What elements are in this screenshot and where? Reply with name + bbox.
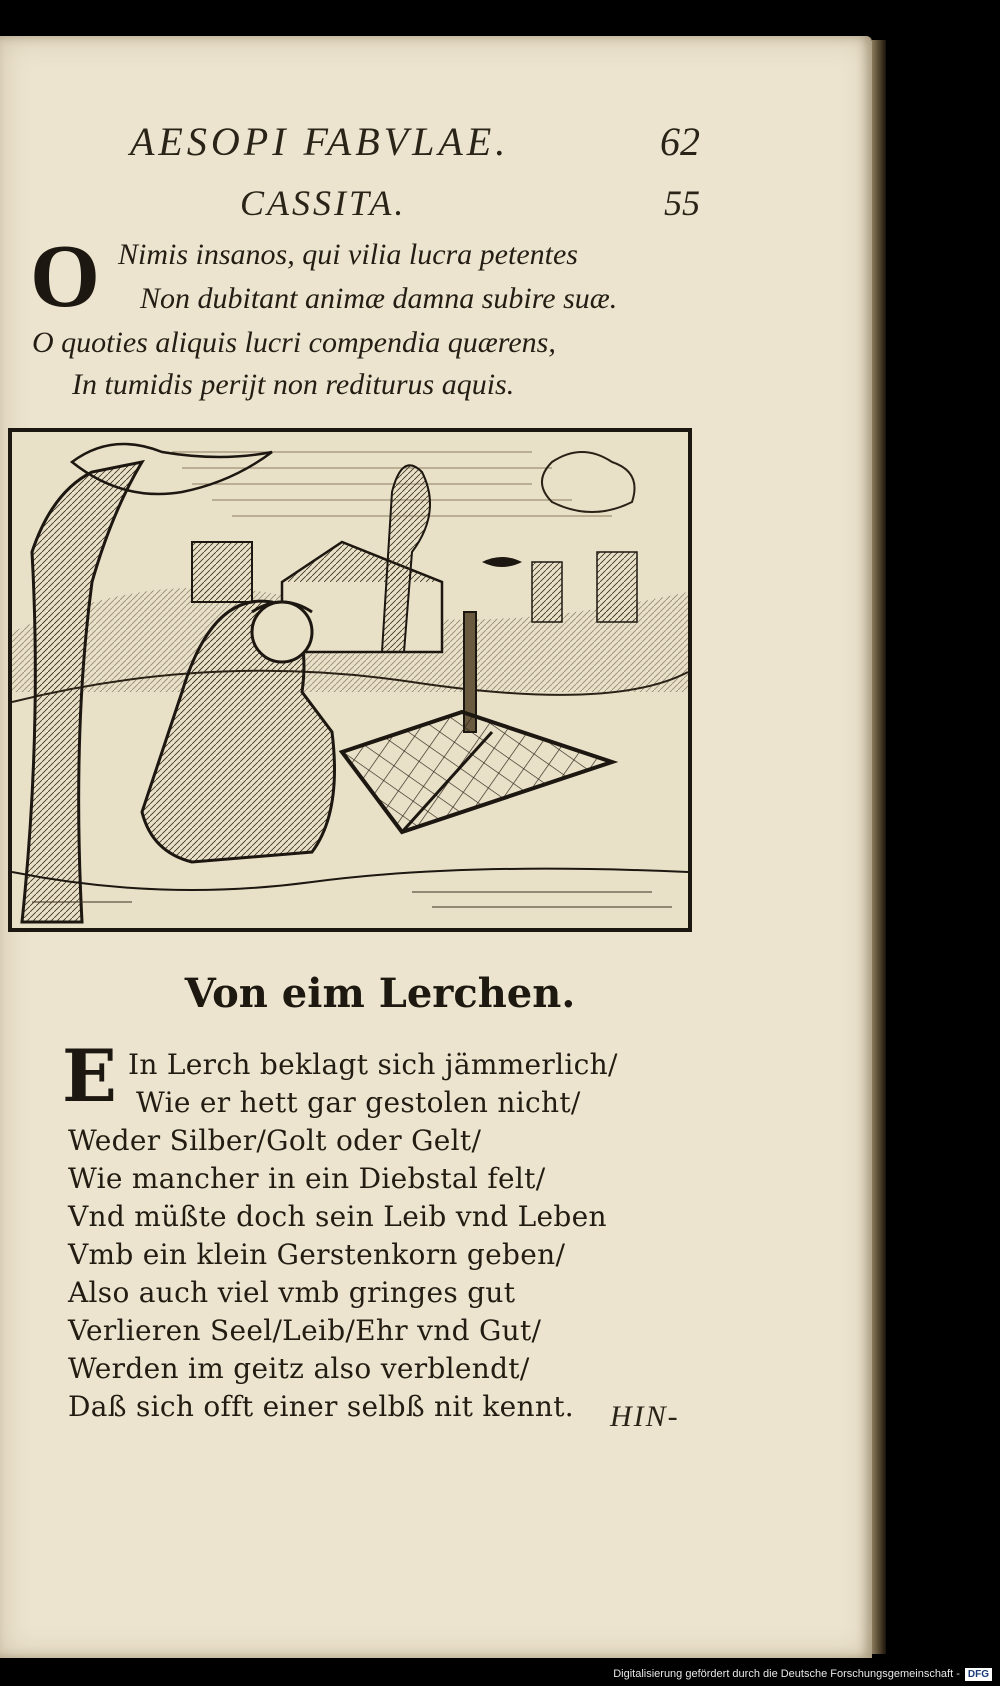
- dfg-logo-icon: DFG: [965, 1668, 992, 1681]
- woodcut-icon: [12, 432, 688, 928]
- fable-number: 55: [664, 183, 700, 223]
- latin-drop-cap: O: [30, 227, 101, 326]
- german-title: Von eim Lerchen.: [184, 970, 576, 1017]
- woodcut-illustration: [8, 428, 692, 932]
- german-line: Werden im geitz also verblendt/: [68, 1352, 530, 1385]
- latin-line: Non dubitant animæ damna subire suæ.: [140, 282, 618, 315]
- german-line: Weder Silber/Golt oder Gelt/: [68, 1124, 482, 1157]
- latin-line: Nimis insanos, qui vilia lucra petentes: [118, 238, 578, 271]
- german-line: Daß sich offt einer selbß nit kennt.: [68, 1390, 574, 1423]
- german-line: Wie mancher in ein Diebstal felt/: [68, 1162, 546, 1195]
- fable-heading: [240, 182, 700, 232]
- latin-line: In tumidis perijt non rediturus aquis.: [72, 368, 515, 401]
- page-number: 62: [660, 119, 700, 164]
- catchword: HIN-: [610, 1400, 680, 1433]
- german-drop-cap: E: [62, 1033, 117, 1118]
- german-line: Wie er hett gar gestolen nicht/: [136, 1086, 581, 1119]
- running-header: [130, 118, 700, 168]
- german-line: Verlieren Seel/Leib/Ehr vnd Gut/: [68, 1314, 542, 1347]
- german-line: Vnd müßte doch sein Leib vnd Leben: [68, 1200, 607, 1233]
- german-line: In Lerch beklagt sich jämmerlich/: [128, 1048, 618, 1081]
- fable-title: CASSITA.: [240, 183, 407, 223]
- latin-line: O quoties aliquis lucri compendia quærens,: [32, 326, 556, 359]
- german-line: Vmb ein klein Gerstenkorn geben/: [68, 1238, 566, 1271]
- page-edge: [872, 40, 886, 1654]
- footer-credit: [613, 1664, 992, 1684]
- german-line: Also auch viel vmb gringes gut: [68, 1276, 516, 1309]
- footer-text: Digitalisierung gefördert durch die Deutsche Forschungsgemeinschaft -: [613, 1668, 960, 1680]
- header-title: AESOPI FABVLAE.: [130, 119, 510, 164]
